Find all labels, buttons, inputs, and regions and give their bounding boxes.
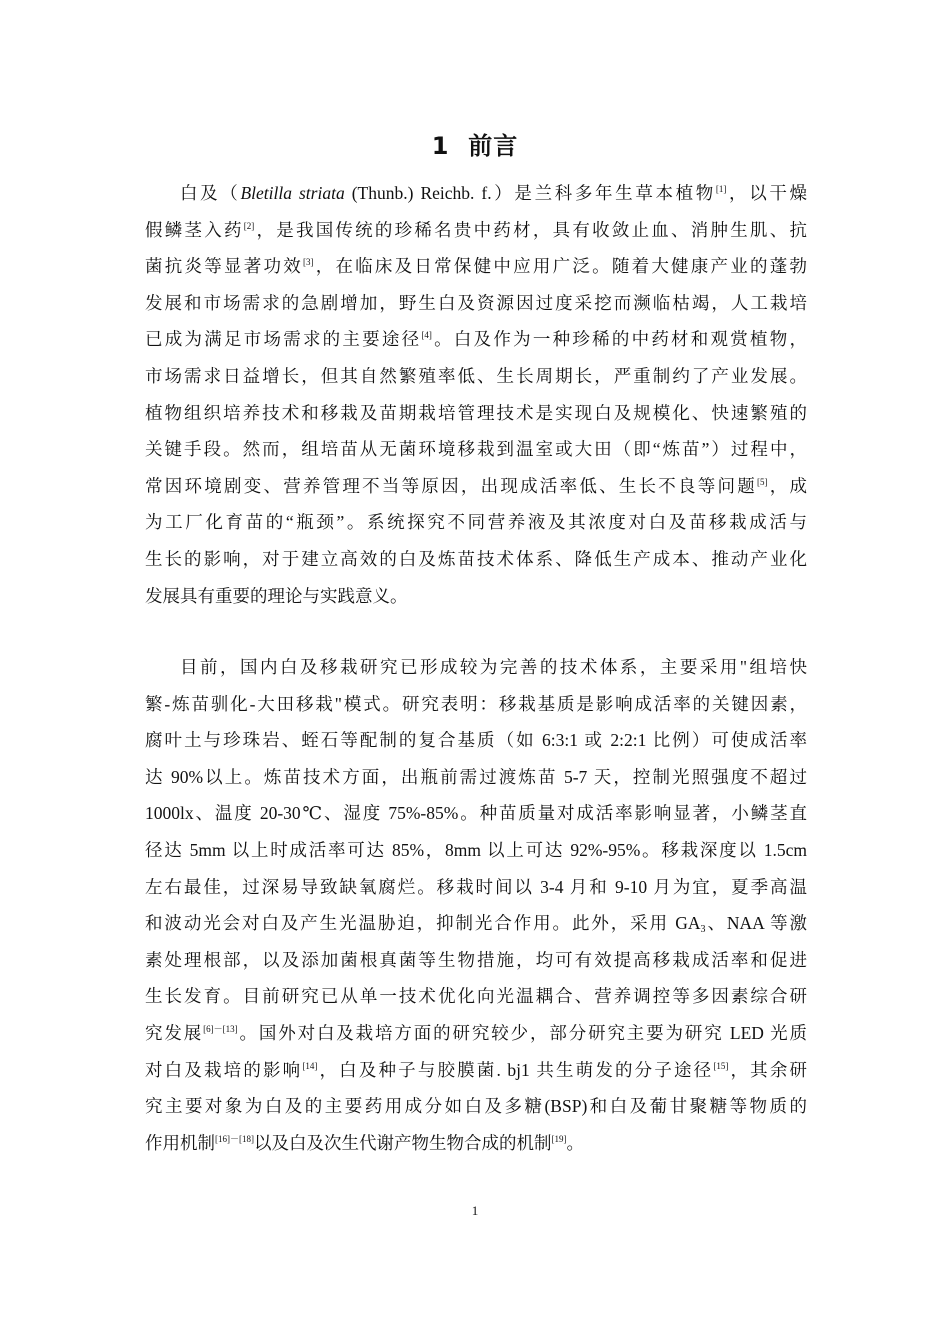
text-line: 菌抗炎等显著功效[3]，在临床及日常保健中应用广泛。随着大健康产业的蓬勃 bbox=[145, 256, 808, 277]
citation: [19] bbox=[551, 1133, 567, 1144]
text-line: 繁-炼苗驯化-大田移栽"模式。研究表明：移栽基质是影响成活率的关键因素， bbox=[145, 693, 807, 714]
subscript: 3 bbox=[700, 924, 706, 936]
section-title: 前言 bbox=[468, 132, 519, 160]
text-line: 生长发育。目前研究已从单一技术优化向光温耦合、营养调控等多因素综合研 bbox=[145, 986, 807, 1007]
text-line: 已成为满足市场需求的主要途径[4]。白及作为一种珍稀的中药材和观赏植物， bbox=[145, 329, 808, 350]
text-line: 左右最佳，过深易导致缺氧腐烂。移栽时间以 3-4 月和 9-10 月为宜，夏季高温 bbox=[145, 876, 807, 897]
page-number: 1 bbox=[471, 1203, 479, 1218]
text-line: 目前，国内白及移栽研究已形成较为完善的技术体系，主要采用"组培快 bbox=[180, 657, 807, 677]
species-name: Bletilla striata bbox=[240, 183, 345, 203]
text-line: 常因环境剧变、营养管理不当等原因，出现成活率低、生长不良等问题[5]，成 bbox=[145, 475, 808, 496]
text-line: 腐叶土与珍珠岩、蛭石等配制的复合基质（如 6:3:1 或 2:2:1 比例）可使成活率 bbox=[145, 730, 807, 751]
text-line: 假鳞茎入药[2]，是我国传统的珍稀名贵中药材，具有收敛止血、消肿生肌、抗 bbox=[145, 219, 808, 240]
text-line: 发展具有重要的理论与实践意义。 bbox=[145, 585, 408, 606]
text-line: 生长的影响，对于建立高效的白及炼苗技术体系、降低生产成本、推动产业化 bbox=[145, 548, 807, 569]
citation: [15] bbox=[713, 1060, 729, 1071]
citation: [16]－[18] bbox=[215, 1133, 254, 1144]
text-line: 对白及栽培的影响[14]，白及种子与胶膜菌. bj1 共生萌发的分子途径[15]，其余研 bbox=[145, 1059, 808, 1080]
text-line: 径达 5mm 以上时成活率可达 85%，8mm 以上可达 92%-95%。移栽深度以 1.5cm bbox=[145, 839, 807, 860]
text-line: 和波动光会对白及产生光温胁迫，抑制光合作用。此外，采用 $GA_3$、NAA 等激 bbox=[145, 913, 807, 936]
text-line: 白及（Bletilla striata (Thunb.) Reichb. f.）是兰科多年生草本植物[1]，以干燥 bbox=[180, 183, 807, 203]
text-line: 1000lx、温度 20-30℃、湿度 75%-85%。种苗质量对成活率影响显著，小鳞茎直 bbox=[145, 803, 807, 824]
text-line: 达 90%以上。炼苗技术方面，出瓶前需过渡炼苗 5-7 天，控制光照强度不超过 bbox=[145, 766, 807, 787]
text-line: 市场需求日益增长，但其自然繁殖率低、生长周期长，严重制约了产业发展。 bbox=[145, 365, 807, 386]
citation: [2] bbox=[243, 220, 255, 231]
text-line: 究主要对象为白及的主要药用成分如白及多糖(BSP)和白及葡甘聚糖等物质的 bbox=[145, 1096, 807, 1117]
text-line: 素处理根部，以及添加菌根真菌等生物措施，均可有效提高移栽成活率和促进 bbox=[145, 949, 807, 970]
text-line: 为工厂化育苗的“瓶颈”。系统探究不同营养液及其浓度对白及苗移栽成活与 bbox=[145, 512, 807, 533]
section-heading bbox=[0, 126, 950, 161]
section-number: 1 bbox=[431, 132, 450, 160]
citation: [1] bbox=[715, 184, 727, 194]
text-line: 植物组织培养技术和移栽及苗期栽培管理技术是实现白及规模化、快速繁殖的 bbox=[145, 402, 807, 423]
citation: [14] bbox=[302, 1060, 318, 1071]
text-line: 作用机制[16]－[18]以及白及次生代谢产物生物合成的机制[19]。 bbox=[145, 1132, 584, 1153]
citation: [3] bbox=[302, 257, 314, 268]
citation: [4] bbox=[421, 330, 432, 341]
citation: [6]－[13] bbox=[203, 1023, 238, 1034]
text-line: 关键手段。然而，组培苗从无菌环境移栽到温室或大田（即“炼苗”）过程中， bbox=[145, 439, 807, 460]
citation: [5] bbox=[757, 476, 768, 487]
text-line: 发展和市场需求的急剧增加，野生白及资源因过度采挖而濒临枯竭，人工栽培 bbox=[145, 292, 807, 313]
paragraph-introduction bbox=[145, 175, 807, 614]
paragraph-research-status bbox=[145, 649, 807, 1161]
text-line: 究发展[6]－[13]。国外对白及栽培方面的研究较少，部分研究主要为研究 LED 光质 bbox=[145, 1022, 808, 1043]
